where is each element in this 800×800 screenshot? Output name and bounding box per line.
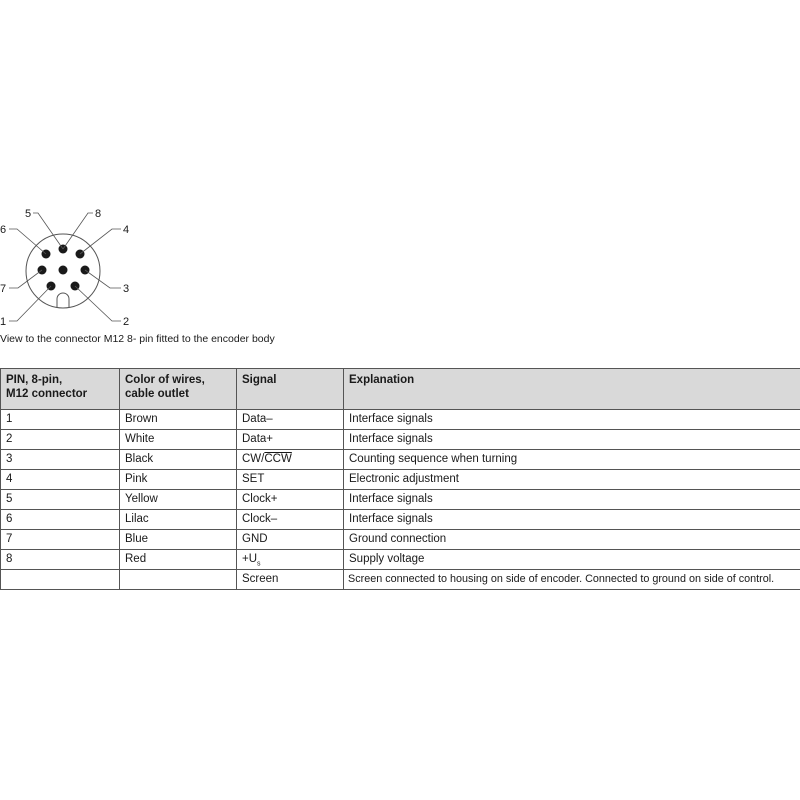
pin-label-4: 4 [123,224,130,236]
m12-connector-diagram [0,200,140,330]
signal-cell: Data– [237,410,344,430]
explanation-cell: Interface signals [344,490,800,510]
explanation-cell: Electronic adjustment [344,470,800,490]
table-row [1,410,800,430]
explanation-cell: Interface signals [344,430,800,450]
wire-color-cell: Pink [120,470,237,490]
header-wire-color: Color of wires, cable outlet [120,369,237,410]
signal-cell: Clock+ [237,490,344,510]
table-row [1,510,800,530]
pin-label-1: 1 [0,316,7,328]
signal-cell: GND [237,530,344,550]
wire-color-cell: Blue [120,530,237,550]
table-row [1,450,800,470]
signal-cell: Screen [237,570,344,590]
pin-assignment-table [0,368,800,590]
pin-label-8: 8 [95,208,102,220]
pin-label-6: 6 [0,224,7,236]
table-row [1,430,800,450]
explanation-cell: Ground connection [344,530,800,550]
pin-label-3: 3 [123,283,130,295]
signal-cell: Data+ [237,430,344,450]
pin-cell: 2 [1,430,120,450]
wire-color-cell: Lilac [120,510,237,530]
explanation-cell: Counting sequence when turning [344,450,800,470]
signal-plus-u: +U [242,553,258,565]
explanation-cell: Interface signals [344,410,800,430]
signal-cell: Clock– [237,510,344,530]
pin-cell [1,570,120,590]
pin-cell: 4 [1,470,120,490]
wire-color-cell [120,570,237,590]
pin-cell: 1 [1,410,120,430]
table-header-row [1,369,800,410]
signal-cell [237,550,344,570]
signal-ccw-overlined: $\overline{CCW}$ [264,453,292,465]
pin-label-2: 2 [123,316,130,328]
signal-subscript-s: s [257,560,261,568]
header-explanation: Explanation [344,369,800,410]
pin-cell: 6 [1,510,120,530]
wire-color-cell: Red [120,550,237,570]
explanation-cell: Supply voltage [344,550,800,570]
diagram-caption: View to the connector M12 8- pin fitted to the encoder body [0,333,275,345]
wire-color-cell: White [120,430,237,450]
wire-color-cell: Brown [120,410,237,430]
pin-cell: 5 [1,490,120,510]
signal-cell [237,450,344,470]
table-row [1,570,800,590]
table-row [1,470,800,490]
explanation-cell: Screen connected to housing on side of encoder. Connected to ground on side of control. [344,570,800,590]
header-signal: Signal [237,369,344,410]
pin-label-5: 5 [25,208,32,220]
header-pin: PIN, 8-pin, M12 connector [1,369,120,410]
table-row [1,550,800,570]
pin-label-7: 7 [0,283,7,295]
wire-color-cell: Black [120,450,237,470]
pin-8-contact [59,266,68,275]
pin-cell: 3 [1,450,120,470]
table-row [1,490,800,510]
pin-cell: 7 [1,530,120,550]
explanation-cell: Interface signals [344,510,800,530]
connector-key-notch [57,293,69,308]
pin-cell: 8 [1,550,120,570]
table-row [1,530,800,550]
signal-cell: SET [237,470,344,490]
wire-color-cell: Yellow [120,490,237,510]
signal-cw: CW/ [242,453,265,465]
